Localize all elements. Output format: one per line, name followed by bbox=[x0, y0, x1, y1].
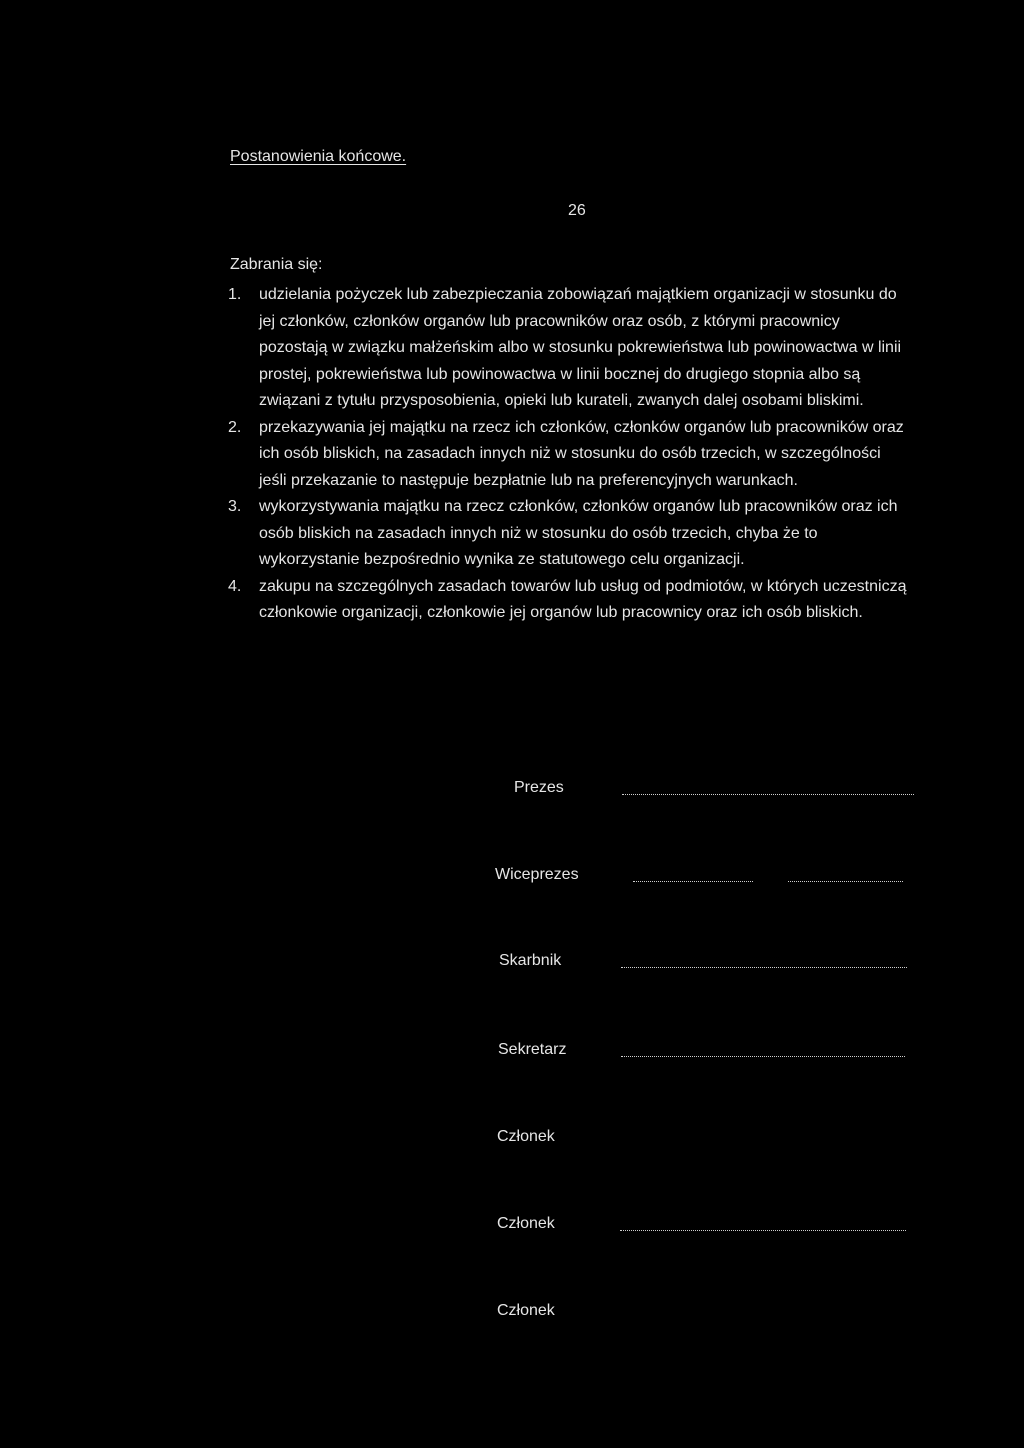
paragraph-number: 26 bbox=[568, 202, 586, 219]
list-item-number: 2. bbox=[228, 418, 242, 436]
signature-line bbox=[621, 1056, 905, 1057]
section-title: Postanowienia końcowe. bbox=[230, 148, 407, 165]
signature-role: Wiceprezes bbox=[495, 866, 579, 883]
signature-line bbox=[788, 881, 903, 882]
list-item-text: udzielania pożyczek lub zabezpieczania zobowiązań majątkiem organizacji w stosunku do jej członków, członków organów lub pracowników oraz osób, z którymi pracownicy pozostają w związku małżeńskim albo w stosunku pokrewieństwa lub powinowactwa w linii prostej, pokrewieństwa lub powinowactwa w linii bocznej do drugiego stopnia albo są związani z tytułu przysposobienia, opieki lub kurateli, zwanych dalej osobami bliskimi. bbox=[259, 286, 902, 409]
signature-row-wiceprezes bbox=[495, 866, 915, 888]
list-item-text: wykorzystywania majątku na rzecz członków, członków organów lub pracowników oraz ich osób bliskich na zasadach innych niż w stosunku do osób trzecich, chyba że to wykorzystanie bezpośrednio wynika ze statutowego celu organizacji. bbox=[259, 498, 898, 568]
signature-role: Członek bbox=[497, 1215, 555, 1232]
list-item-number: 3. bbox=[228, 498, 242, 515]
signature-line bbox=[620, 1230, 906, 1231]
list-item-text: przekazywania jej majątku na rzecz ich członków, członków organów lub pracowników oraz ich osób bliskich, na zasadach innych niż w stosunku do osób trzecich, w szczególności jeśli przekazanie to następuje bezpłatnie lub na preferencyjnych warunkach. bbox=[259, 418, 904, 489]
signature-row-czlonek-3 bbox=[497, 1302, 797, 1324]
signature-row-czlonek-2 bbox=[497, 1215, 917, 1237]
intro-text: Zabrania się: bbox=[230, 256, 323, 273]
signature-role: Prezes bbox=[514, 779, 564, 796]
signature-line bbox=[621, 967, 907, 968]
signature-line bbox=[633, 881, 753, 882]
signature-role: Członek bbox=[497, 1302, 555, 1319]
list-item-text: zakupu na szczególnych zasadach towarów lub usług od podmiotów, w których uczestniczą członkowie organizacji, członkowie jej organów lub pracownicy oraz ich osób bliskich. bbox=[259, 577, 907, 621]
list-item-number: 1. bbox=[228, 286, 242, 303]
signature-row-prezes bbox=[514, 779, 924, 801]
signature-line bbox=[622, 794, 914, 795]
signature-row-sekretarz bbox=[498, 1041, 913, 1063]
signature-role: Członek bbox=[497, 1128, 555, 1145]
signature-row-czlonek-1 bbox=[497, 1128, 797, 1150]
signature-role: Sekretarz bbox=[498, 1041, 567, 1058]
list-item-number: 4. bbox=[228, 577, 242, 595]
signature-role: Skarbnik bbox=[499, 952, 562, 969]
signature-row-skarbnik bbox=[499, 952, 914, 974]
